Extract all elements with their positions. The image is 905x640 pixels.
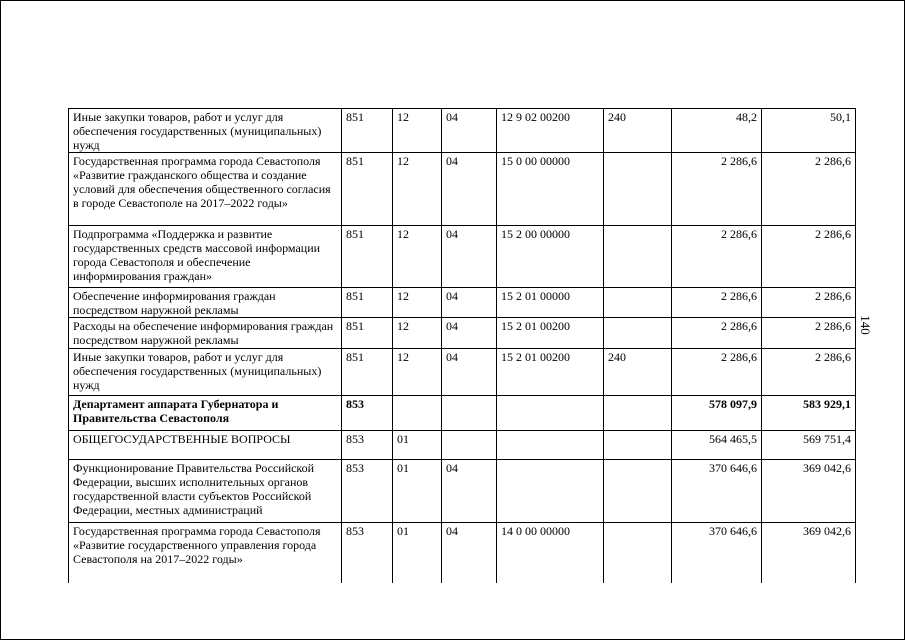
- row-sum-1: 2 286,6: [672, 226, 762, 288]
- row-vr: [604, 226, 672, 288]
- row-rz: [393, 396, 442, 431]
- row-rz: 12: [393, 153, 442, 226]
- row-pr: 04: [442, 288, 497, 318]
- row-pr: [442, 431, 497, 460]
- table-row: [69, 396, 856, 431]
- row-pr: 04: [442, 349, 497, 396]
- row-vr: [604, 431, 672, 460]
- table-row: [69, 153, 856, 226]
- row-sum-1: 564 465,5: [672, 431, 762, 460]
- row-sum-1: 2 286,6: [672, 288, 762, 318]
- row-sum-2: 2 286,6: [762, 318, 856, 349]
- row-name: Департамент аппарата Губернатора и Правительства Севастополя: [69, 396, 342, 431]
- row-pr: 04: [442, 460, 497, 523]
- page-number: 140: [858, 315, 873, 335]
- row-name: Обеспечение информирования граждан посредством наружной рекламы: [69, 288, 342, 318]
- table-row: [69, 349, 856, 396]
- row-vr: 240: [604, 109, 672, 153]
- row-ved: 853: [342, 396, 393, 431]
- row-rz: 01: [393, 460, 442, 523]
- row-sum-2: 569 751,4: [762, 431, 856, 460]
- row-rz: 01: [393, 523, 442, 583]
- row-ved: 853: [342, 460, 393, 523]
- row-csr: 15 2 00 00000: [497, 226, 604, 288]
- row-name: Расходы на обеспечение информирования граждан посредством наружной рекламы: [69, 318, 342, 349]
- row-rz: 12: [393, 318, 442, 349]
- row-sum-1: 370 646,6: [672, 523, 762, 583]
- row-csr: 12 9 02 00200: [497, 109, 604, 153]
- row-vr: [604, 396, 672, 431]
- row-name: Функционирование Правительства Российской Федерации, высших исполнительных органов государственной власти субъектов Российской Федерации, местных администраций: [69, 460, 342, 523]
- row-ved: 851: [342, 226, 393, 288]
- row-csr: [497, 460, 604, 523]
- row-csr: [497, 396, 604, 431]
- row-name: Государственная программа города Севастополя «Развитие государственного управления города Севастополя на 2017–2022 годы»: [69, 523, 342, 583]
- row-name: Иные закупки товаров, работ и услуг для обеспечения государственных (муниципальных) нужд: [69, 109, 342, 153]
- row-name: Иные закупки товаров, работ и услуг для обеспечения государственных (муниципальных) нужд: [69, 349, 342, 396]
- row-sum-1: 370 646,6: [672, 460, 762, 523]
- row-sum-2: 2 286,6: [762, 226, 856, 288]
- row-csr: [497, 431, 604, 460]
- row-ved: 851: [342, 349, 393, 396]
- row-name: Государственная программа города Севастополя «Развитие гражданского общества и создание условий для обеспечения общественного согласия в городе Севастополе на 2017–2022 годы»: [69, 153, 342, 226]
- row-vr: 240: [604, 349, 672, 396]
- row-vr: [604, 153, 672, 226]
- row-pr: 04: [442, 153, 497, 226]
- table-row: [69, 431, 856, 460]
- row-sum-1: 48,2: [672, 109, 762, 153]
- row-sum-2: 50,1: [762, 109, 856, 153]
- row-vr: [604, 288, 672, 318]
- row-ved: 851: [342, 153, 393, 226]
- row-vr: [604, 460, 672, 523]
- row-vr: [604, 523, 672, 583]
- row-ved: 853: [342, 431, 393, 460]
- row-rz: 01: [393, 431, 442, 460]
- row-sum-2: 2 286,6: [762, 349, 856, 396]
- row-csr: 15 2 01 00000: [497, 288, 604, 318]
- row-sum-1: 578 097,9: [672, 396, 762, 431]
- row-vr: [604, 318, 672, 349]
- row-sum-2: 369 042,6: [762, 460, 856, 523]
- row-rz: 12: [393, 109, 442, 153]
- row-pr: 04: [442, 318, 497, 349]
- row-name: Подпрограмма «Поддержка и развитие государственных средств массовой информации города Севастополя и обеспечение информирования граждан»: [69, 226, 342, 288]
- row-pr: 04: [442, 226, 497, 288]
- row-csr: 15 0 00 00000: [497, 153, 604, 226]
- table-row: [69, 109, 856, 153]
- table-row: [69, 460, 856, 523]
- row-pr: 04: [442, 523, 497, 583]
- row-name: ОБЩЕГОСУДАРСТВЕННЫЕ ВОПРОСЫ: [69, 431, 342, 460]
- row-rz: 12: [393, 349, 442, 396]
- row-pr: [442, 396, 497, 431]
- row-ved: 851: [342, 288, 393, 318]
- row-ved: 851: [342, 109, 393, 153]
- row-rz: 12: [393, 226, 442, 288]
- table-row: [69, 318, 856, 349]
- row-csr: 15 2 01 00200: [497, 349, 604, 396]
- row-sum-2: 2 286,6: [762, 288, 856, 318]
- table-row: [69, 226, 856, 288]
- row-pr: 04: [442, 109, 497, 153]
- row-csr: 15 2 01 00200: [497, 318, 604, 349]
- row-ved: 851: [342, 318, 393, 349]
- row-rz: 12: [393, 288, 442, 318]
- row-sum-2: 583 929,1: [762, 396, 856, 431]
- row-sum-2: 369 042,6: [762, 523, 856, 583]
- table-row: [69, 523, 856, 583]
- row-sum-1: 2 286,6: [672, 349, 762, 396]
- row-ved: 853: [342, 523, 393, 583]
- table-row: [69, 288, 856, 318]
- row-sum-1: 2 286,6: [672, 153, 762, 226]
- budget-table: [68, 108, 856, 583]
- row-csr: 14 0 00 00000: [497, 523, 604, 583]
- row-sum-2: 2 286,6: [762, 153, 856, 226]
- row-sum-1: 2 286,6: [672, 318, 762, 349]
